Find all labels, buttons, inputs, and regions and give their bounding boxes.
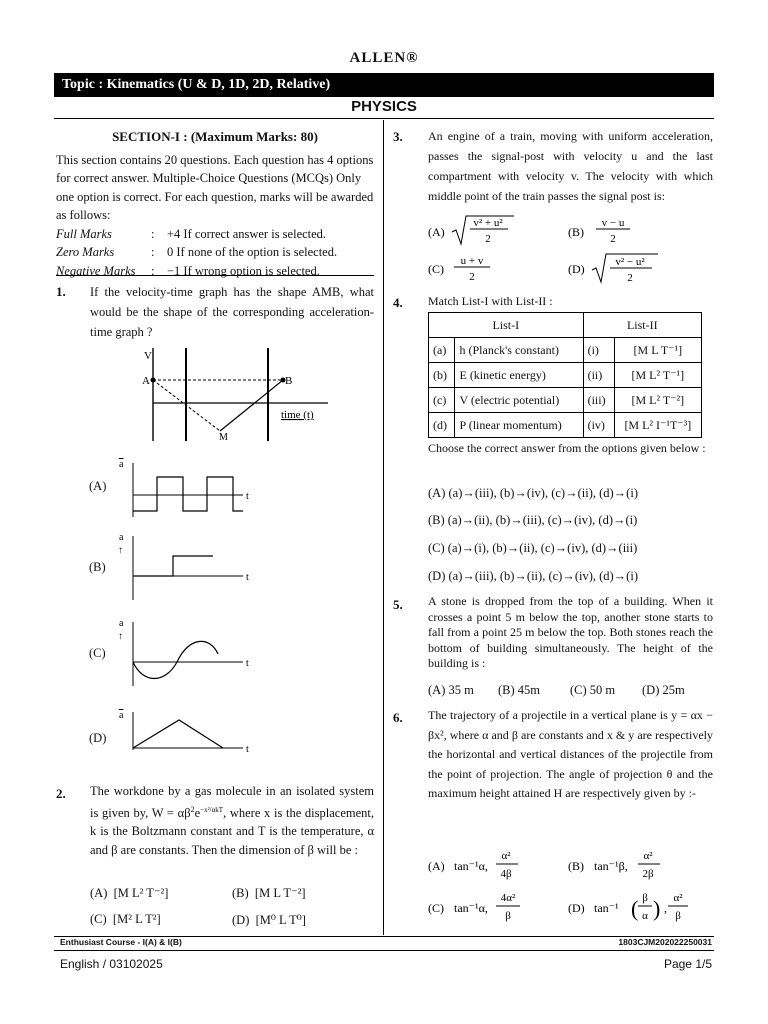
q6-option-b-pre: tan⁻¹β, [594, 859, 628, 873]
footer-divider [54, 950, 714, 951]
question-number: 2. [56, 786, 66, 801]
marks-label: Negative Marks [56, 263, 136, 278]
column-divider [383, 120, 384, 935]
q4-option-a: (A) (a)→(iii), (b)→(iv), (c)→(ii), (d)→(i) [428, 486, 638, 500]
marks-row-full: Full Marks : +4 If correct answer is selected. [56, 225, 374, 244]
marks-row-negative: Negative Marks : −1 If wrong option is selected. [56, 262, 374, 281]
q6-option-d-inner-den: α [642, 910, 648, 922]
q6-option-d-inner-num: β [642, 892, 648, 904]
q6-option-c-den: β [505, 910, 511, 922]
match-table [428, 312, 702, 438]
subject-title: PHYSICS [351, 98, 417, 115]
question-6-text: The trajectory of a projectile in a vertical plane is y = αx − βx², where α and β are constants and x & y are respectively the horizontal and vertical distances of the projectile from the point of projection. The angle of projection θ and the maximum height attained H are respectively given by :- [428, 708, 713, 800]
question-3-text: An engine of a train, moving with uniform acceleration, passes the signal-post with velocity u and the last compartment with velocity v. The velocity with which middle point of the train passes the signal post is: [428, 129, 713, 203]
marks-text: 0 If none of the option is selected. [167, 245, 338, 259]
q6-option-a-num: α² [501, 850, 511, 862]
axis-label-t: t [246, 572, 249, 583]
q6-option-a-pre: tan⁻¹α, [454, 859, 488, 873]
q3-option-a-label: (A) [428, 225, 445, 239]
q2-option-d: (D) [M⁰ L T⁰] [232, 913, 306, 927]
q5-option-a: (A) 35 m [428, 683, 474, 697]
option-d-graph [115, 706, 265, 758]
point-m-label: M [219, 432, 228, 443]
axis-label-t: t [246, 491, 249, 502]
q3-option-a-num: v² + u² [473, 217, 503, 229]
velocity-time-graph [138, 343, 338, 443]
question-1-text: If the velocity-time graph has the shape AMB, what would be the shape of the corresponding acceleration-time graph ? [90, 285, 374, 339]
axis-label-t: t [246, 658, 249, 669]
q2-option-c: (C) [M² L T²] [90, 912, 161, 926]
q4-prompt: Choose the correct answer from the options given below : [428, 441, 706, 455]
q6-option-d-den: β [675, 910, 681, 922]
point-a-label: A [142, 375, 150, 387]
q3-option-d-label: (D) [568, 262, 585, 276]
q3-option-c-num: u + v [460, 255, 484, 267]
section-title: SECTION-I : (Maximum Marks: 80) [112, 129, 318, 144]
option-a-graph [115, 455, 265, 520]
q6-option-a-label: (A) [428, 859, 445, 873]
marks-text: −1 If wrong option is selected. [167, 263, 320, 278]
q6-option-b-num: α² [643, 850, 653, 862]
marks-label: Zero Marks [56, 245, 115, 259]
axis-label-v: V [144, 350, 152, 362]
axis-label-a: a [119, 532, 124, 543]
q6-option-c-pre: tan⁻¹α, [454, 901, 488, 915]
svg-text:↑: ↑ [118, 545, 123, 556]
axis-label-t: t [246, 744, 249, 755]
q6-option-c-label: (C) [428, 901, 444, 915]
q6-option-c-num: 4α² [500, 892, 516, 904]
question-4-text: Match List-I with List-II : [428, 294, 553, 308]
footer-code: 1803CJM202022250031 [618, 937, 712, 947]
question-2-text [90, 782, 374, 859]
q3-options [426, 210, 716, 290]
q6-options [426, 842, 716, 932]
table-row: (c) V (electric potential) (iii) [M L² T⁻²] [429, 388, 702, 413]
q3-option-c-den: 2 [469, 271, 475, 283]
question-number: 4. [393, 295, 403, 310]
q2-text-part: e [194, 805, 201, 820]
section-info [56, 128, 374, 280]
page-number: Page 1/5 [663, 957, 712, 971]
point-b-label: B [285, 375, 293, 387]
topic-bar: Topic : Kinematics (U & D, 1D, 2D, Relative) [54, 73, 714, 97]
option-d-label: (D) [89, 731, 107, 745]
question-number: 1. [56, 284, 66, 299]
table-row: (b) E (kinetic energy) (ii) [M L² T⁻¹] [429, 363, 702, 388]
subject-divider [54, 118, 714, 119]
q6-option-a-den: 4β [500, 868, 512, 880]
q3-option-d-num: v² − u² [615, 256, 645, 268]
option-c-graph [115, 614, 265, 689]
option-b-label: (B) [89, 560, 106, 574]
svg-text:(: ( [631, 896, 639, 921]
table-header: List-II [583, 313, 701, 338]
q6-option-b-label: (B) [568, 859, 584, 873]
question-number: 3. [393, 129, 403, 144]
q5-option-c: (C) 50 m [570, 683, 616, 697]
marks-text: +4 If correct answer is selected. [167, 226, 327, 241]
q3-option-a-den: 2 [485, 233, 491, 245]
brand-logo: ALLEN® [349, 50, 419, 66]
q4-option-c: (C) (a)→(i), (b)→(ii), (c)→(iv), (d)→(iii) [428, 541, 638, 555]
q3-option-b-den: 2 [610, 233, 616, 245]
table-row: (a) h (Planck's constant) (i) [M L T⁻¹] [429, 338, 702, 363]
axis-label-a: a [119, 459, 124, 470]
q5-option-b: (B) 45m [498, 683, 541, 697]
svg-text:↑: ↑ [118, 631, 123, 642]
section-intro: This section contains 20 questions. Each question has 4 options for correct answer. Multiple-Choice Questions (MCQs) Only one option is correct. For each question, marks will be awarded as follows: [56, 152, 374, 222]
q6-option-d-pre: tan⁻¹ [594, 901, 619, 915]
q3-option-c-label: (C) [428, 262, 444, 276]
q2-text-part: The workdone by a gas molecule in an isolated system is given by, W = αβ [90, 784, 374, 820]
question-number: 6. [393, 710, 403, 725]
q6-option-d-label: (D) [568, 901, 585, 915]
q2-option-a: (A) [M L² T⁻²] [90, 886, 169, 900]
svg-text:,: , [664, 901, 667, 915]
q2-exponent: 2 [190, 804, 195, 814]
axis-label-a: a [119, 618, 124, 629]
q3-option-b-num: v − u [601, 217, 625, 229]
option-a-label: (A) [89, 479, 107, 493]
footer-language: English / 03102025 [60, 957, 163, 971]
question-5-text: A stone is dropped from the top of a building. When it crosses a point 5 m below the top, another stone starts to fall from a point 25 m below the top. Both stones reach the bottom of building simultaneously. The height of the building is : [428, 594, 713, 670]
q3-option-b-label: (B) [568, 225, 584, 239]
footer-course: Enthusiast Course - I(A) & I(B) [60, 937, 182, 947]
table-row: (d) P (linear momentum) (iv) [M L² I⁻¹T⁻³] [429, 413, 702, 438]
q2-option-b: (B) [M L T⁻²] [232, 886, 306, 900]
q6-option-d-num: α² [673, 892, 683, 904]
table-header: List-I [429, 313, 584, 338]
marks-label: Full Marks [56, 226, 112, 241]
q3-option-d-den: 2 [627, 272, 633, 284]
q4-option-b: (B) (a)→(ii), (b)→(iii), (c)→(iv), (d)→(i) [428, 513, 638, 527]
q4-option-d: (D) (a)→(iii), (b)→(ii), (c)→(iv), (d)→(i) [428, 569, 638, 583]
question-number: 5. [393, 597, 403, 612]
marks-row-zero: Zero Marks : 0 If none of the option is selected. [56, 243, 374, 262]
axis-label-a: a [119, 710, 124, 721]
option-c-label: (C) [89, 646, 106, 660]
option-b-graph [115, 528, 265, 603]
axis-label-time: time (t) [281, 409, 314, 421]
q2-text-part: , where x is the displacement, k is the Boltzmann constant and T is the temperature, α and β are constants. Then the dimension of β will be : [90, 805, 374, 857]
q5-option-d: (D) 25m [642, 683, 685, 697]
q2-exponent: −x²/αkT [200, 805, 224, 814]
section-divider [56, 275, 374, 276]
q6-option-b-den: 2β [642, 868, 654, 880]
svg-text:): ) [653, 896, 661, 921]
